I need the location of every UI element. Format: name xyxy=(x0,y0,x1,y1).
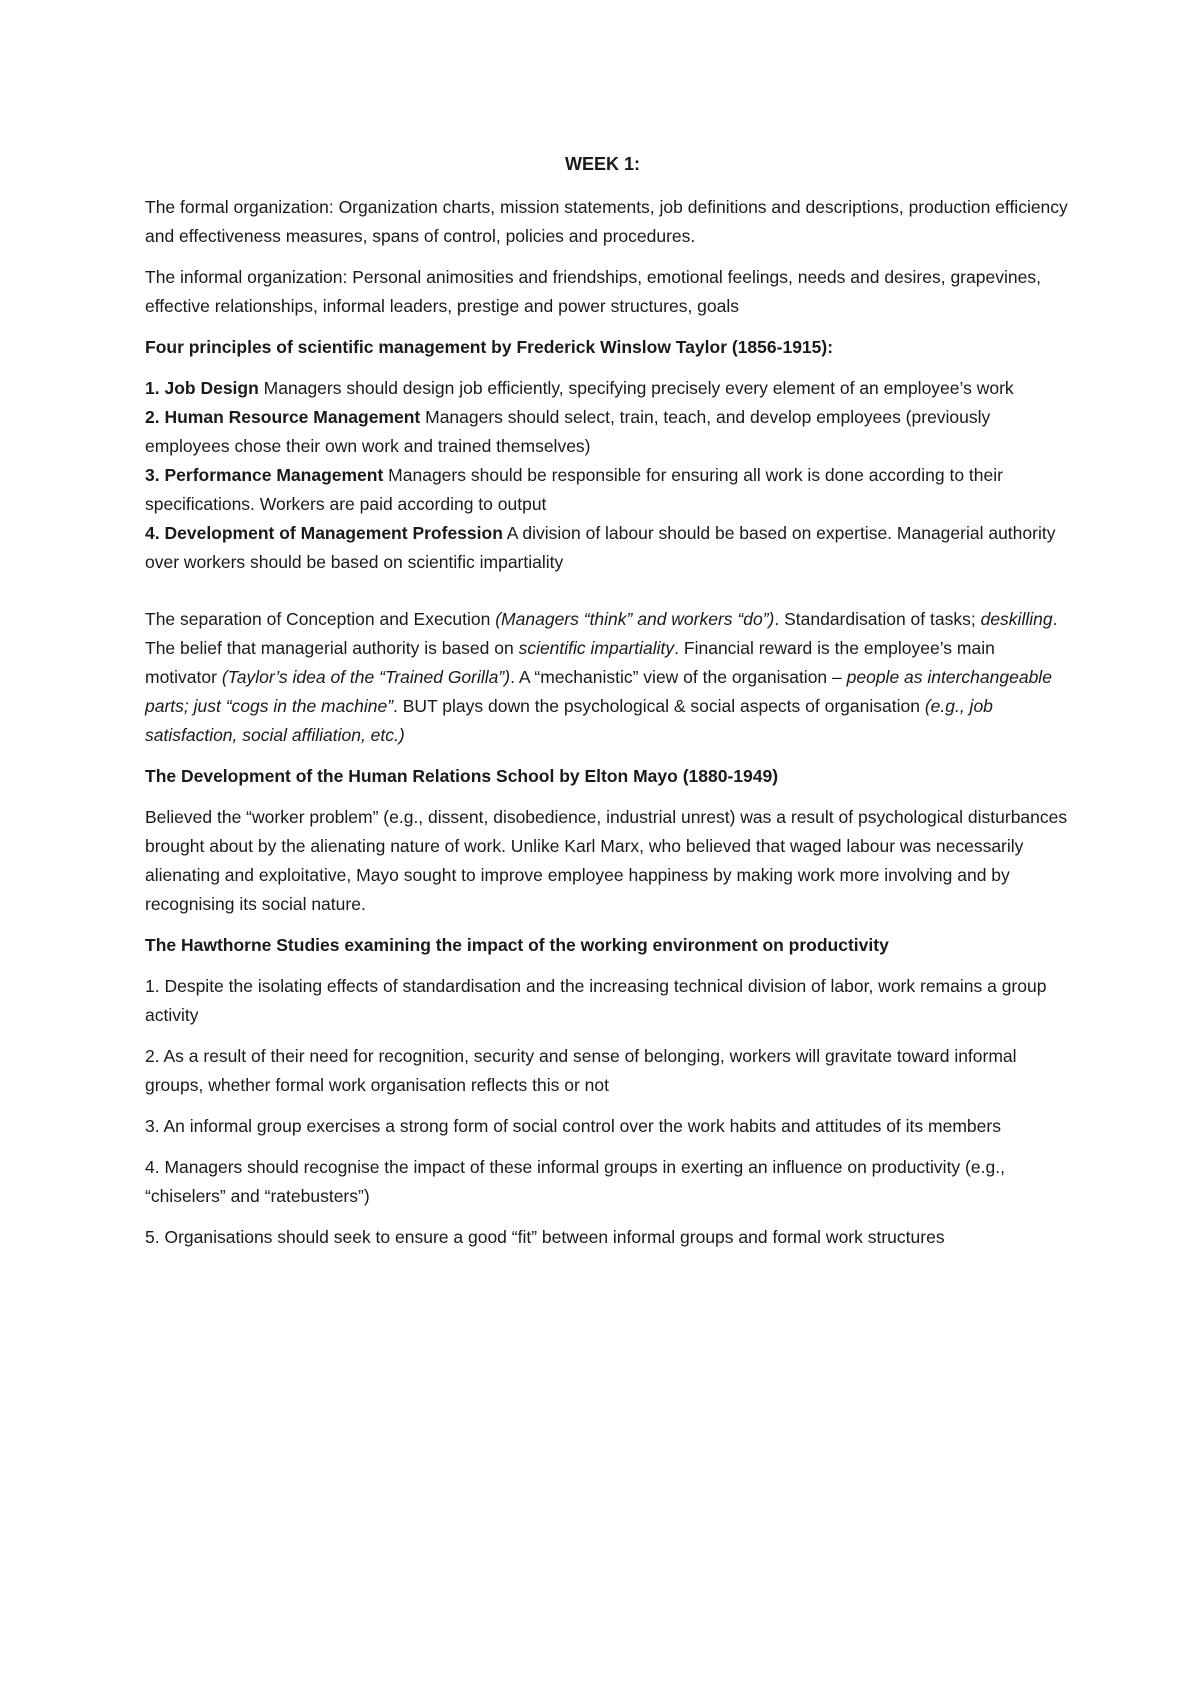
principle-number: 1. xyxy=(145,378,160,398)
page-title: WEEK 1: xyxy=(564,154,640,174)
hawthorne-item: 2. As a result of their need for recognition, security and sense of belonging, workers will gravitate toward informal groups, whether formal work organisation reflects this or not xyxy=(145,1046,1017,1095)
separation-italic: (Managers “think” and workers “do”) xyxy=(495,609,775,629)
principle-number: 3. xyxy=(145,465,160,485)
principle-text: Managers should select, train, teach, and develop employees (previously employees chose their own work and trained themselves) xyxy=(145,407,991,456)
separation-italic: scientific impartiality xyxy=(518,638,675,658)
separation-italic: (e.g., job satisfaction, social affiliation, etc.) xyxy=(145,696,993,745)
hawthorne-item: 1. Despite the isolating effects of standardisation and the increasing technical division of labor, work remains a group activity xyxy=(145,976,1047,1025)
separation-text: . A “mechanistic” view of the organisation – xyxy=(510,667,847,687)
separation-text: The separation of Conception and Execution xyxy=(145,609,496,629)
informal-organization-paragraph: The informal organization: Personal animosities and friendships, emotional feelings, needs and desires, grapevines, effective relationships, informal leaders, prestige and power structures, goals xyxy=(145,267,1041,316)
separation-italic: (Taylor’s idea of the “Trained Gorilla”) xyxy=(221,667,511,687)
principle-item xyxy=(145,461,1070,519)
principle-text: A division of labour should be based on expertise. Managerial authority over workers should be based on scientific impartiality xyxy=(145,523,1056,572)
separation-text: . Financial reward is the employee’s main motivator xyxy=(145,638,995,687)
principle-name: Performance Management xyxy=(164,465,384,485)
hawthorne-item: 5. Organisations should seek to ensure a good “fit” between informal groups and formal work structures xyxy=(145,1227,945,1247)
principle-text: Managers should be responsible for ensuring all work is done according to their specifications. Workers are paid according to output xyxy=(145,465,1003,514)
mayo-paragraph: Believed the “worker problem” (e.g., dissent, disobedience, industrial unrest) was a result of psychological disturbances brought about by the alienating nature of work. Unlike Karl Marx, who believed that waged labour was necessarily alienating and exploitative, Mayo sought to improve employee happiness by making work more involving and by recognising its social nature. xyxy=(145,807,1068,914)
separation-italic: people as interchangeable parts; just “cogs in the machine” xyxy=(145,667,1052,716)
principle-name: Development of Management Profession xyxy=(164,523,503,543)
formal-organization-paragraph: The formal organization: Organization charts, mission statements, job definitions and descriptions, production efficiency and effectiveness measures, spans of control, policies and procedures. xyxy=(145,197,1068,246)
separation-text: . BUT plays down the psychological & social aspects of organisation xyxy=(393,696,925,716)
separation-text: . Standardisation of tasks; xyxy=(774,609,981,629)
principle-name: Human Resource Management xyxy=(164,407,421,427)
hawthorne-heading: The Hawthorne Studies examining the impact of the working environment on productivity xyxy=(145,935,889,955)
separation-paragraph xyxy=(145,605,1070,750)
principle-text: Managers should design job efficiently, specifying precisely every element of an employee’s work xyxy=(258,378,1014,398)
principle-item xyxy=(145,374,1070,403)
separation-italic: deskilling xyxy=(980,609,1053,629)
separation-text: . The belief that managerial authority is based on xyxy=(145,609,1058,658)
taylor-heading: Four principles of scientific management by Frederick Winslow Taylor (1856-1915): xyxy=(145,337,834,357)
principle-number: 4. xyxy=(145,523,160,543)
principle-name: Job Design xyxy=(164,378,259,398)
principle-item xyxy=(145,403,1070,461)
mayo-heading: The Development of the Human Relations School by Elton Mayo (1880-1949) xyxy=(145,766,779,786)
principle-item xyxy=(145,519,1070,577)
hawthorne-item: 3. An informal group exercises a strong form of social control over the work habits and attitudes of its members xyxy=(145,1116,1001,1136)
hawthorne-item: 4. Managers should recognise the impact of these informal groups in exerting an influence on productivity (e.g., “chiselers” and “ratebusters”) xyxy=(145,1157,1005,1206)
taylor-principles-list xyxy=(145,374,1070,577)
principle-number: 2. xyxy=(145,407,160,427)
